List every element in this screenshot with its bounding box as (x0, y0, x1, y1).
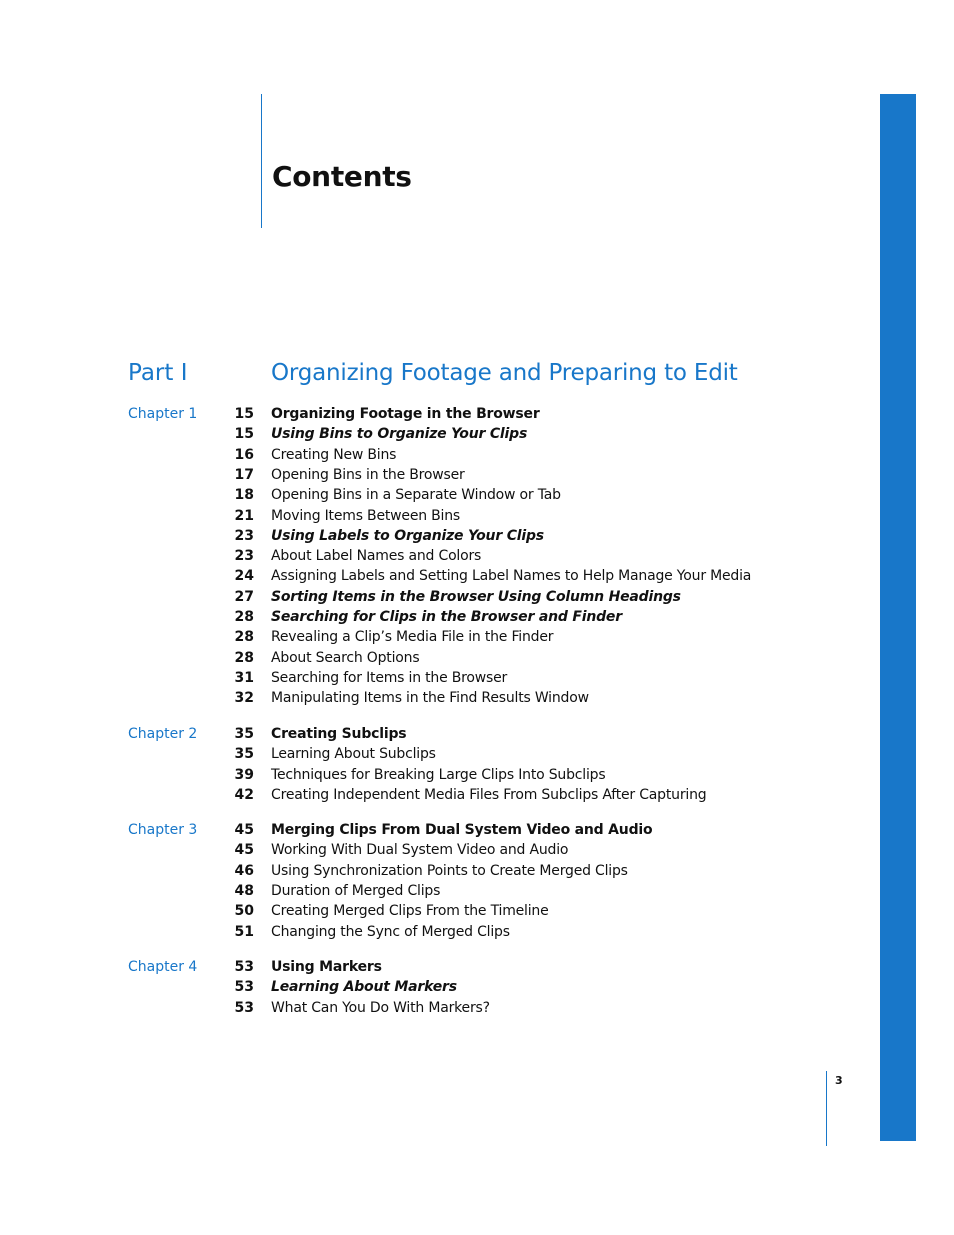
toc-entry-title: Using Markers (271, 959, 382, 975)
toc-entry-page: 28 (234, 609, 254, 625)
toc-entry-title: What Can You Do With Markers? (271, 999, 490, 1016)
toc-entry[interactable] (0, 979, 954, 999)
toc-entry-page: 15 (234, 426, 254, 443)
toc-entry-title: Creating Subclips (271, 726, 407, 742)
toc-entry-page: 16 (234, 446, 254, 463)
toc-entry-page: 31 (234, 669, 254, 686)
toc-entry-page: 46 (234, 862, 254, 879)
toc-entry-title: Creating New Bins (271, 446, 397, 463)
toc-entry-title: Opening Bins in the Browser (271, 466, 465, 483)
toc-entry[interactable] (0, 548, 954, 568)
toc-entry-page: 15 (234, 406, 254, 422)
toc-entry-page: 24 (234, 568, 254, 585)
toc-entry[interactable] (0, 467, 954, 487)
toc-entry-title: Sorting Items in the Browser Using Column Headings (271, 588, 681, 605)
toc-entry[interactable] (0, 690, 954, 710)
toc-entry[interactable] (0, 863, 954, 883)
toc-entry-page: 21 (234, 507, 254, 524)
chapter-label: Chapter 2 (128, 726, 198, 742)
toc-entry[interactable] (0, 746, 954, 766)
toc-entry-title: About Label Names and Colors (271, 548, 482, 565)
toc-entry[interactable] (0, 650, 954, 670)
toc-entry-page: 39 (234, 766, 254, 783)
toc-entry-title: Opening Bins in a Separate Window or Tab (271, 487, 561, 504)
toc-entry-page: 53 (234, 979, 254, 996)
toc-entry[interactable] (0, 528, 954, 548)
toc-entry-title: Creating Merged Clips From the Timeline (271, 903, 549, 920)
toc-entry-page: 51 (234, 923, 254, 940)
chapter-label: Chapter 4 (128, 959, 198, 975)
toc-entry-title: Manipulating Items in the Find Results Window (271, 690, 589, 707)
toc-entry[interactable] (0, 589, 954, 609)
toc-entry-page: 35 (234, 726, 254, 742)
toc-entry-title: Learning About Subclips (271, 746, 436, 763)
toc-entry-page: 53 (234, 999, 254, 1016)
toc-entry[interactable] (0, 767, 954, 787)
toc-entry-page: 18 (234, 487, 254, 504)
toc-entry[interactable] (0, 487, 954, 507)
toc-entry-title: Moving Items Between Bins (271, 507, 461, 524)
toc-entry[interactable] (0, 726, 954, 746)
toc-entry-title: Changing the Sync of Merged Clips (271, 923, 510, 940)
toc-entry-title: Creating Independent Media Files From Subclips After Capturing (271, 786, 707, 803)
toc-entry-title: Techniques for Breaking Large Clips Into Subclips (271, 766, 606, 783)
toc-entry-page: 17 (234, 466, 254, 483)
toc-entry[interactable] (0, 1000, 954, 1020)
toc-entry[interactable] (0, 959, 954, 979)
toc-entry-title: Assigning Labels and Setting Label Names to Help Manage Your Media (271, 568, 752, 585)
toc-entry[interactable] (0, 842, 954, 862)
toc-entry-page: 48 (234, 882, 254, 899)
toc-entry[interactable] (0, 609, 954, 629)
toc-entry[interactable] (0, 447, 954, 467)
toc-entry-page: 50 (234, 903, 254, 920)
toc-entry-title: Duration of Merged Clips (271, 882, 441, 899)
toc-entry-title: Searching for Clips in the Browser and Finder (271, 609, 622, 625)
toc-entry-page: 32 (234, 690, 254, 707)
toc-entry-title: About Search Options (271, 649, 420, 666)
toc-entry-page: 45 (234, 842, 254, 859)
page-title: Contents (272, 160, 412, 193)
toc-entry-title: Learning About Markers (271, 979, 457, 996)
toc-entry[interactable] (0, 903, 954, 923)
toc-entry-title: Using Synchronization Points to Create Merged Clips (271, 862, 628, 879)
toc-entry-page: 35 (234, 746, 254, 763)
toc-entry-page: 28 (234, 629, 254, 646)
toc-entry-title: Working With Dual System Video and Audio (271, 842, 569, 859)
toc-entry[interactable] (0, 406, 954, 426)
toc-entry[interactable] (0, 426, 954, 446)
title-rule (261, 94, 262, 228)
part-label: Part I (128, 360, 188, 386)
part-title[interactable]: Organizing Footage and Preparing to Edit (271, 360, 738, 386)
toc-entry-page: 42 (234, 786, 254, 803)
toc-entry-page: 45 (234, 822, 254, 838)
toc-entry-page: 23 (234, 527, 254, 544)
page-number: 3 (835, 1074, 843, 1087)
chapter-label: Chapter 3 (128, 822, 198, 838)
toc-entry[interactable] (0, 883, 954, 903)
folio-rule (826, 1071, 827, 1146)
chapter-label: Chapter 1 (128, 406, 198, 422)
toc-entry-page: 53 (234, 959, 254, 975)
toc-entry-page: 28 (234, 649, 254, 666)
toc-entry[interactable] (0, 568, 954, 588)
toc-entry-title: Revealing a Clip’s Media File in the Finder (271, 629, 554, 646)
toc-entry-page: 27 (234, 588, 254, 605)
toc-entry[interactable] (0, 629, 954, 649)
toc-entry[interactable] (0, 787, 954, 807)
toc-entry-title: Organizing Footage in the Browser (271, 406, 540, 422)
toc-entry-title: Merging Clips From Dual System Video and Audio (271, 822, 653, 838)
toc-entry-title: Using Labels to Organize Your Clips (271, 527, 544, 544)
toc-entry[interactable] (0, 822, 954, 842)
toc-entry-page: 23 (234, 548, 254, 565)
toc-entry[interactable] (0, 924, 954, 944)
toc-entry-title: Searching for Items in the Browser (271, 669, 508, 686)
toc-entry[interactable] (0, 670, 954, 690)
toc-entry[interactable] (0, 508, 954, 528)
toc-entry-title: Using Bins to Organize Your Clips (271, 426, 528, 443)
